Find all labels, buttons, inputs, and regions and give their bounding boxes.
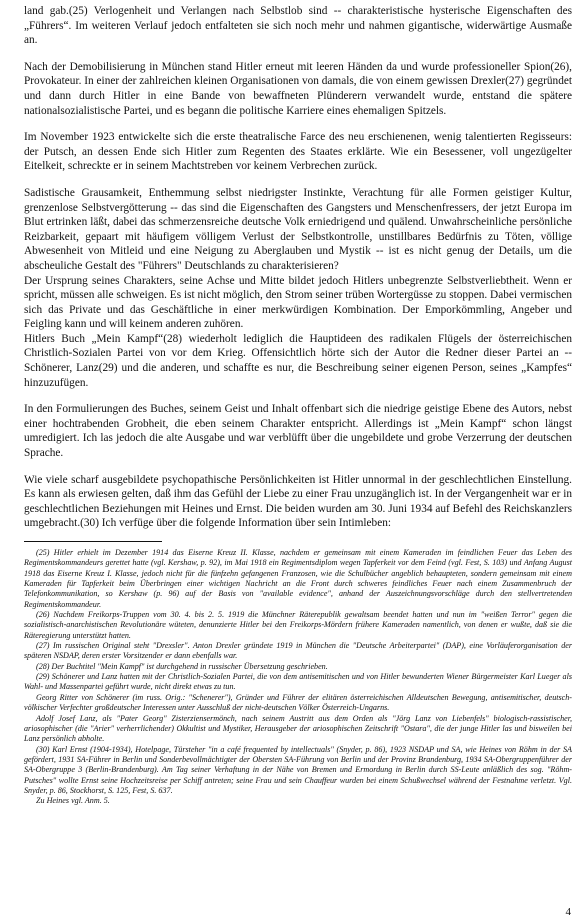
footnote: Zu Heines vgl. Anm. 5.: [36, 796, 110, 806]
body-paragraph: Der Ursprung seines Charakters, seine Achse und Mitte bildet jedoch Hitlers unbegrenzte Selbstverliebtheit. Wenn er spricht, müssen alle schweigen. Es ist nicht möglich, den Strom seiner trüben Wortergüsse zu stoppen. Dabei vermischen sich das Private und das Geschäftliche in einer merkwürdigen Kombination. Der Emporkömmling, Angeber und Feigling kann und will keinem anderen zuhören.: [24, 274, 572, 331]
body-paragraph: In den Formulierungen des Buches, seinem Geist und Inhalt offenbart sich die niedrige geistige Ebene des Autors, nebst einer hochtrabenden Grobheit, die eben seinem Charakter entspricht. Allerdings ist „Mein Kampf“ schon längst umredigiert. Ich las jedoch die alte Ausgabe und war verblüfft über die ungebildete und grobe Verzerrung der deutschen Sprache.: [24, 403, 572, 460]
body-paragraph: Sadistische Grausamkeit, Enthemmung selbst niedrigster Instinkte, Verachtung für alle Formen geistiger Kultur, grenzenlose Selbstvergötterung -- das sind die Eigenschaften des Gangsters und Menschenfressers, der jetzt Europa im Blut ertrinken läßt, dabei das schmerzensreiche deutsche Volk erniedrigend und quälend. Unwahrscheinliche persönliche Reizbarkeit, gepaart mit häufigem völligem Verlust der Selbstkontrolle, unstillbares Bedürfnis zu Töten, völlige Abwesenheit von Mitleid und eine Neigung zu Aberglauben und Mystik -- ist es nicht genug der Details, um die abscheuliche Gestalt des "Führers" Deutschlands zu charakterisieren?: [24, 186, 572, 272]
footnote: (29) Schönerer und Lanz hatten mit der Christlich-Sozialen Partei, die von dem antisemitischen und von Hitler bewunderten Wiener Bürgermeister Karl Lueger als Wahl- und Massenpartei geführt wurde, nicht direkt etwas zu tun.: [24, 672, 572, 692]
body-paragraph: Im November 1923 entwickelte sich die erste theatralische Farce des neu erschienenen, wenig talentierten Regisseurs: der Putsch, an dessen Ende sich Hitler zum Regenten des Staates erklärte. Wie ein Besessener, voll ungezügelter Eitelkeit, schreckte er in seinem Machtstreben vor keinem Verbrechen zurück.: [24, 131, 572, 173]
body-paragraph: Hitlers Buch „Mein Kampf“(28) wiederholt lediglich die Hauptideen des radikalen Flügels der österreichischen Christlich-Sozialen Partei von vor dem Krieg. Offensichtlich hörte sich der Autor die Redner dieser Partei an -- Schönerer, Lanz(29) und die anderen, und schaffte es nur, die Beschreibung seiner eigenen Person, seines „Kampfes“ hinzuzufügen.: [24, 332, 572, 389]
body-paragraph: land gab.(25) Verlogenheit und Verlangen nach Selbstlob sind -- charakteristische hysterische Eigenschaften des „Führers“. Im weiteren Verlauf jedoch entfalteten sie sich noch mehr und nahmen gigantische, widerwärtige Ausmaße an.: [24, 5, 572, 47]
footnote: (25) Hitler erhielt im Dezember 1914 das Eiserne Kreuz II. Klasse, nachdem er gemeinsam mit einem Kameraden im feindlichen Feuer das Leben des Regimentskommandeurs gerettet hatte (vgl. Kershaw, p. 92), im Mai 1918 ein Regimentsdiplom wegen Tapferkeit vor dem Feind (vgl. Fest, S. 103) und Anfang August 1918 das Eiserne Kreuz I. Klasse, jedoch nicht für die fünfzehn gefangenen Franzosen, wie die Schulbücher angeblich behaupteten, sondern gemeinsam mit einem Kameraden für Tapferkeit beim Überbringen einer wichtigen Nachricht an die Front durch schweres feindliches Feuer nach einem Zusammenbruch der Telefonkommunikation, so Kershaw (p. 96) auf der Basis von "available evidence", anhand der Auszeichnungsvorschläge durch den stellvertretenden Regimentskommandeur.: [24, 548, 572, 609]
body-paragraph: Nach der Demobilisierung in München stand Hitler erneut mit leeren Händen da und wurde professioneller Spion(26), Provokateur. In einer der zahlreichen kleinen Organisationen von damals, die von einem gewissen Drexler(27) gegründet und dann durch Hitler in eine Bande von bewaffneten Plünderern verwandelt wurde, entstand die spätere nationalsozialistische Partei, und es begann die politische Karriere eines ehemaligen Spitzels.: [24, 60, 572, 117]
body-paragraph: Wie viele scharf ausgebildete psychopathische Persönlichkeiten ist Hitler unnormal in der geschlechtlichen Einstellung. Es kann als erwiesen gelten, daß ihm das Gefühl der Liebe zu einer Frau unzugänglich ist. In der Vergangenheit war er in geschlechtlichen Beziehungen mit Heines und Ernst. Die beiden wurden am 30. Juni 1934 auf Befehl des Reichskanzlers umgebracht.(30) Ich verfüge über die folgende Information über sein Intimleben:: [24, 473, 572, 530]
footnote: Adolf Josef Lanz, als "Pater Georg" Zisterziensermönch, nach seinem Austritt aus dem Orden als "Jörg Lanz von Liebenfels" biologisch-rassistischer, ariosophischer (die "Arier" verherrlichender) Okkultist und Mystiker, Herausgeber der ariosophischen Zeitschrift "Ostara", die der junge Hitler las und bisweilen bei Lanz persönlich abholte.: [24, 713, 572, 744]
footnote: Georg Ritter von Schönerer (im russ. Orig.: "Schenerer"), Gründer und Führer der elitären österreichischen Alldeutschen Bewegung, antisemitischer, deutsch-völkischer Verfechter großdeutscher Interessen unter Ausschluß der nicht-deutschen Völker Österreich-Ungarns.: [24, 692, 572, 713]
footnotes: [24, 548, 572, 807]
page-number: 4: [565, 906, 571, 918]
document-page: [24, 4, 572, 807]
footnote: (30) Karl Ernst (1904-1934), Hotelpage, Türsteher "in a café frequented by intellectuals" (Snyder, p. 86), 1923 NSDAP und SA, wie Heines von Röhm in der SA gefördert, 1931 SA-Führer in Berlin und Sonderbevollmächtigter der Obersten SA-Führung von Berlin und der Provinz Brandenburg, 1934 SA-Obergruppenführer der SA-Obergruppe 3 (Berlin-Brandenburg). Am Tag seiner Verhaftung in der Nähe von Bremen und Ermordung in Berlin durch SS-Leute anläßlich des sog. "Röhm-Putsches" wollte Ernst seine Hochzeitsreise per Schiff antreten; seine Frau und sein Chauffeur wurden bei einem Schußwechsel während der Festnahme verletzt. Vgl. Snyder, p. 86, Stockhorst, S. 125, Fest, S. 637.: [24, 744, 572, 795]
footnote: (26) Nachdem Freikorps-Truppen vom 30. 4. bis 2. 5. 1919 die Münchner Räterepublik gewaltsam beendet hatten und nun im "weißen Terror" gegen die sozialistisch-anarchistischen Revolutionäre wüteten, denunzierte Hitler bei den Freikorps-Mördern frühere Kameraden namentlich, von denen er wußte, daß sie die Räteregierung unterstützt hatten.: [24, 610, 572, 640]
footnote-divider: [24, 541, 162, 542]
footnote: (27) Im russischen Original steht "Drexsler". Anton Drexler gründete 1919 in München die "Deutsche Arbeiterpartei" (DAP), eine Vorläuferorganisation der späteren NSDAP, deren erster Vorsitzender er dann ebenfalls war.: [24, 641, 572, 661]
footnote: (28) Der Buchtitel "Mein Kampf" ist durchgehend in russischer Übersetzung geschrieben.: [36, 661, 328, 671]
